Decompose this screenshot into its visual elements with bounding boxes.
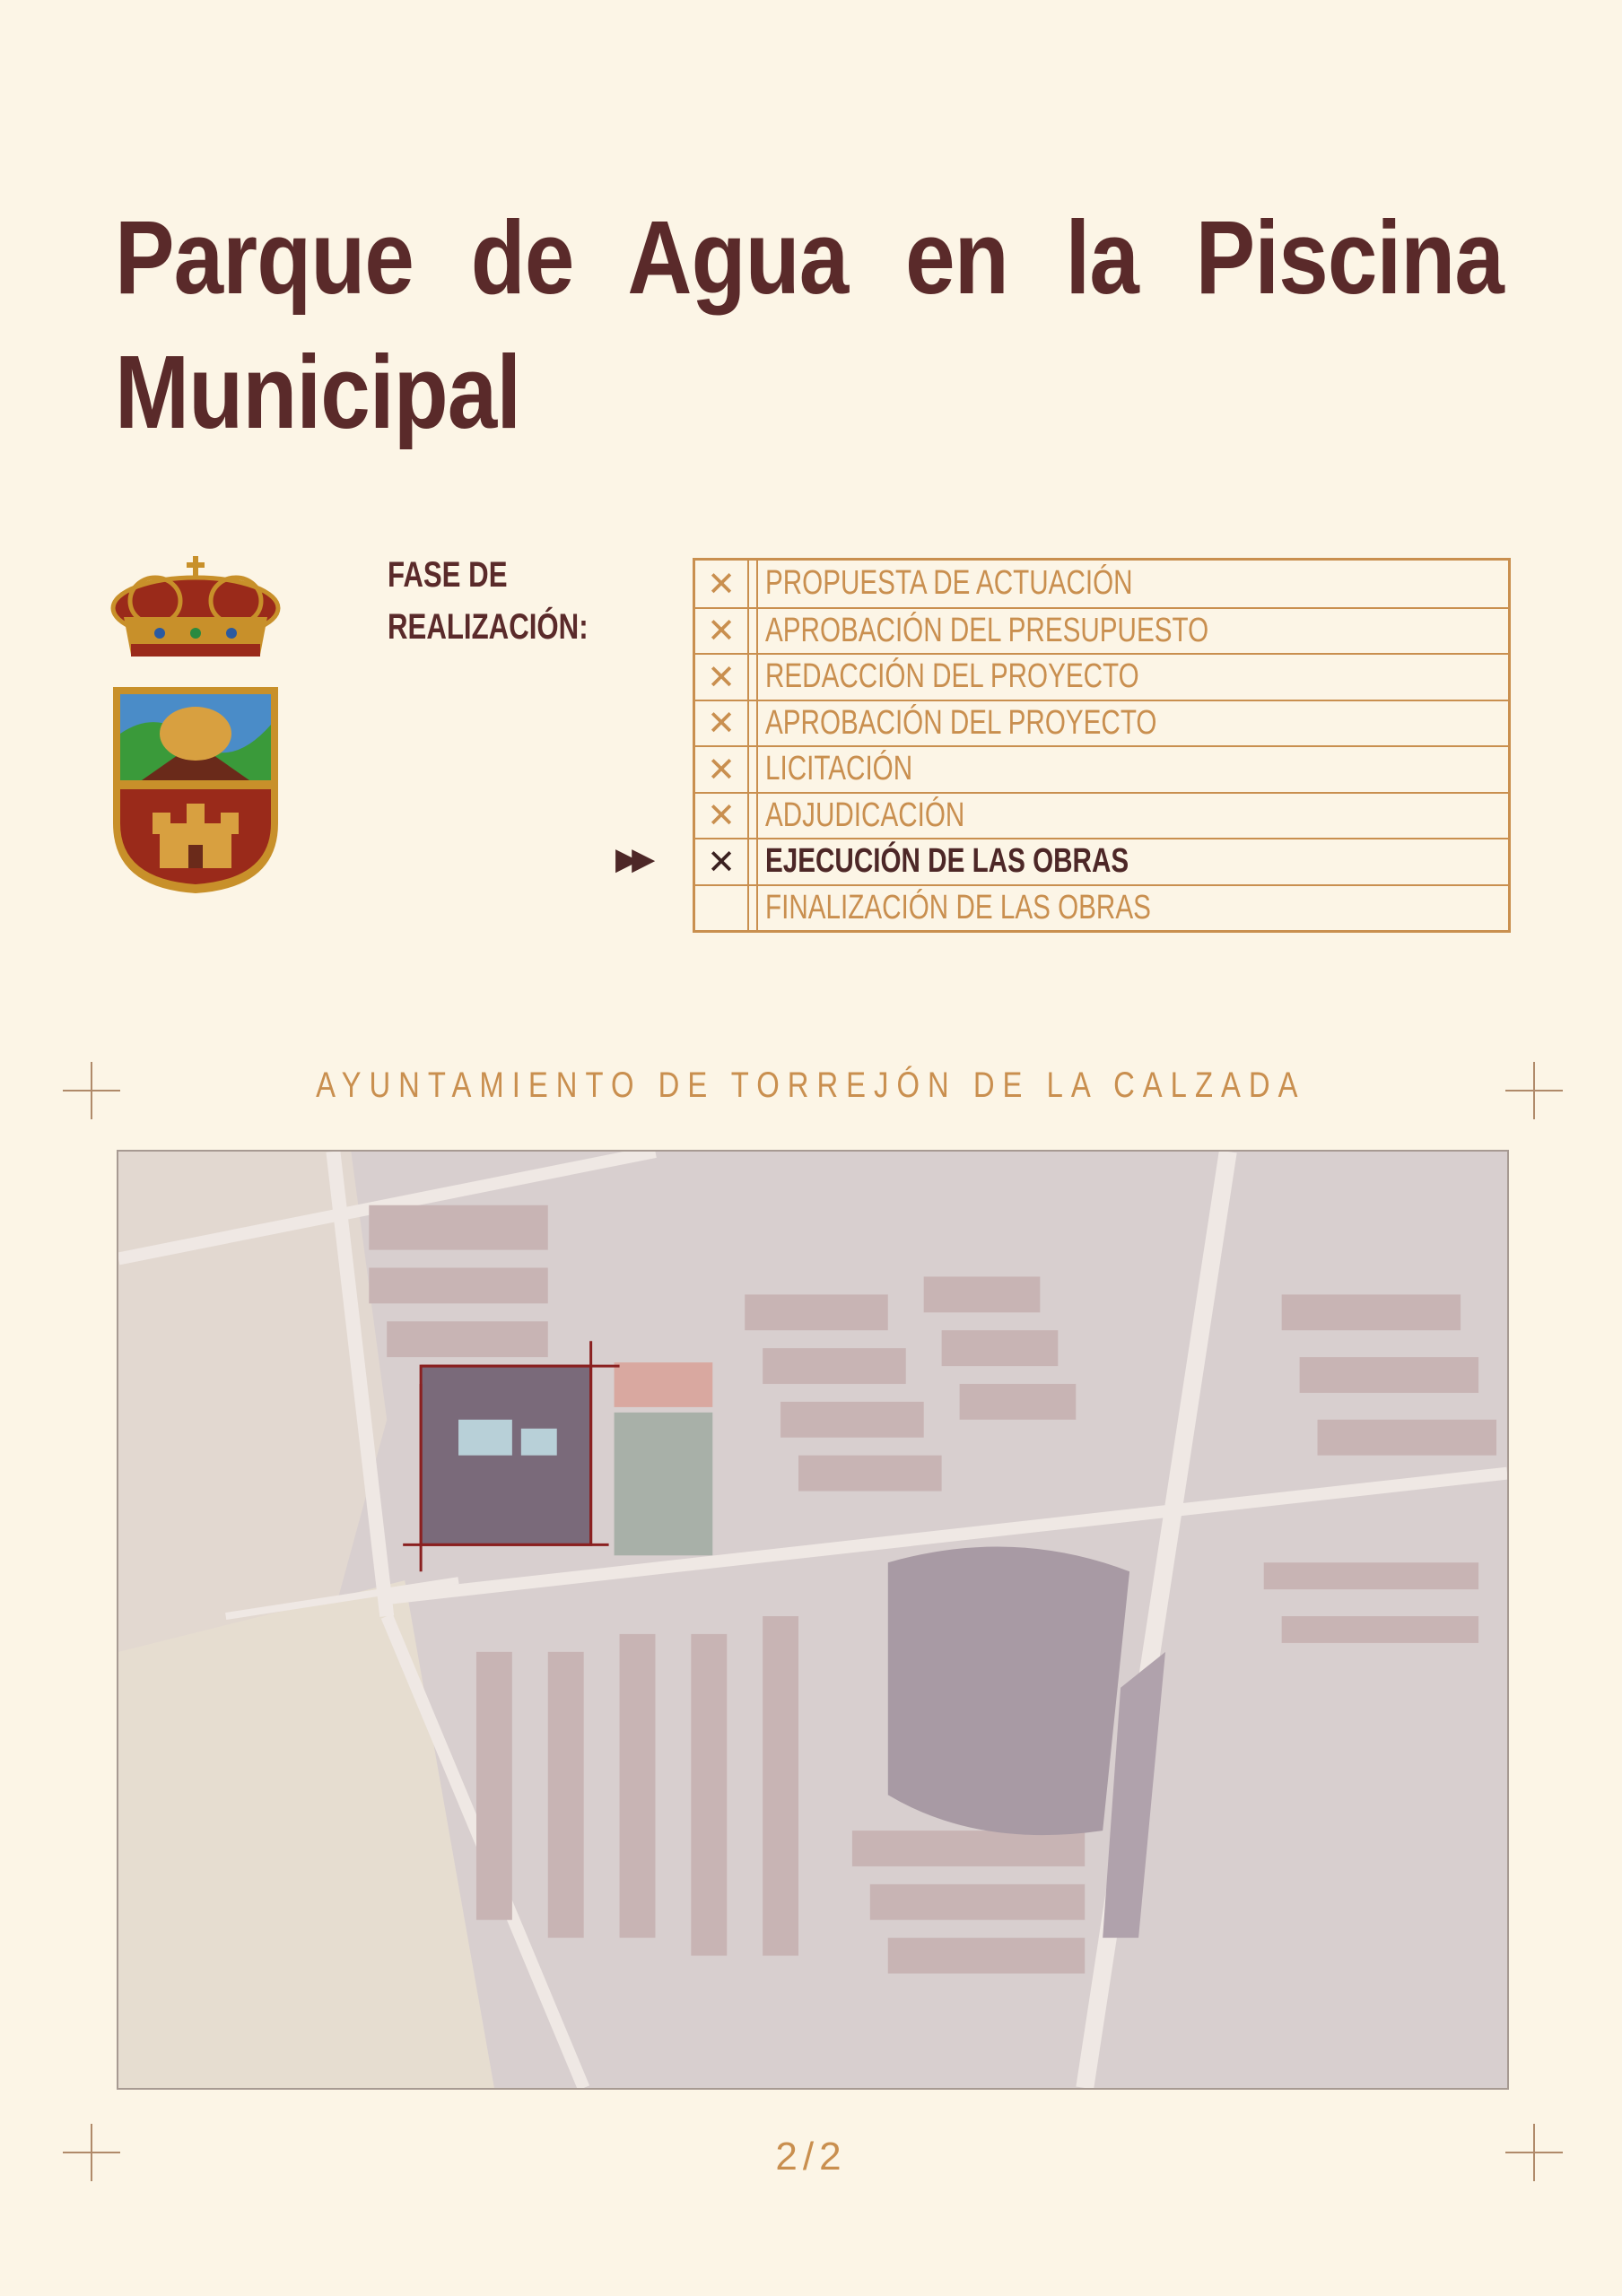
phase-label-text: APROBACIÓN DEL PROYECTO <box>765 703 1157 742</box>
phase-label: FASE DE REALIZACIÓN: <box>388 555 589 647</box>
organization-name: AYUNTAMIENTO DE TORREJÓN DE LA CALZADA <box>316 1065 1306 1105</box>
empty-check-box <box>695 886 749 931</box>
check-mark-icon: ✕ <box>695 794 749 839</box>
phase-row <box>695 884 1508 931</box>
check-mark-icon: ✕ <box>695 655 749 700</box>
phase-label-text: REDACCIÓN DEL PROYECTO <box>765 657 1139 696</box>
phase-table <box>693 558 1511 933</box>
aerial-map-image <box>117 1150 1509 2090</box>
phase-row <box>695 745 1508 792</box>
phase-row <box>695 607 1508 654</box>
check-mark-icon: ✕ <box>695 609 749 654</box>
page-number: 2/2 <box>775 2135 847 2179</box>
check-mark-icon: ✕ <box>695 839 749 884</box>
phase-label-text: PROPUESTA DE ACTUACIÓN <box>765 564 1133 603</box>
check-mark-icon: ✕ <box>695 701 749 746</box>
phase-label-text: APROBACIÓN DEL PRESUPUESTO <box>765 611 1209 649</box>
check-mark-icon: ✕ <box>695 561 749 607</box>
phase-row <box>695 792 1508 839</box>
phase-label-text: EJECUCIÓN DE LAS OBRAS <box>765 842 1129 881</box>
phase-label-text: FINALIZACIÓN DE LAS OBRAS <box>765 888 1151 926</box>
municipal-coat-of-arms <box>106 554 285 895</box>
phase-row <box>695 653 1508 700</box>
phase-row <box>695 561 1508 607</box>
phase-row-current <box>695 838 1508 884</box>
phase-row <box>695 700 1508 746</box>
phase-label-text: LICITACIÓN <box>765 750 913 788</box>
phase-label-text: ADJUDICACIÓN <box>765 796 965 834</box>
check-mark-icon: ✕ <box>695 747 749 792</box>
current-phase-marker-icon: ▶▶ <box>615 842 649 876</box>
page-title: Parque de Agua en la Piscina Municipal <box>115 199 1504 450</box>
